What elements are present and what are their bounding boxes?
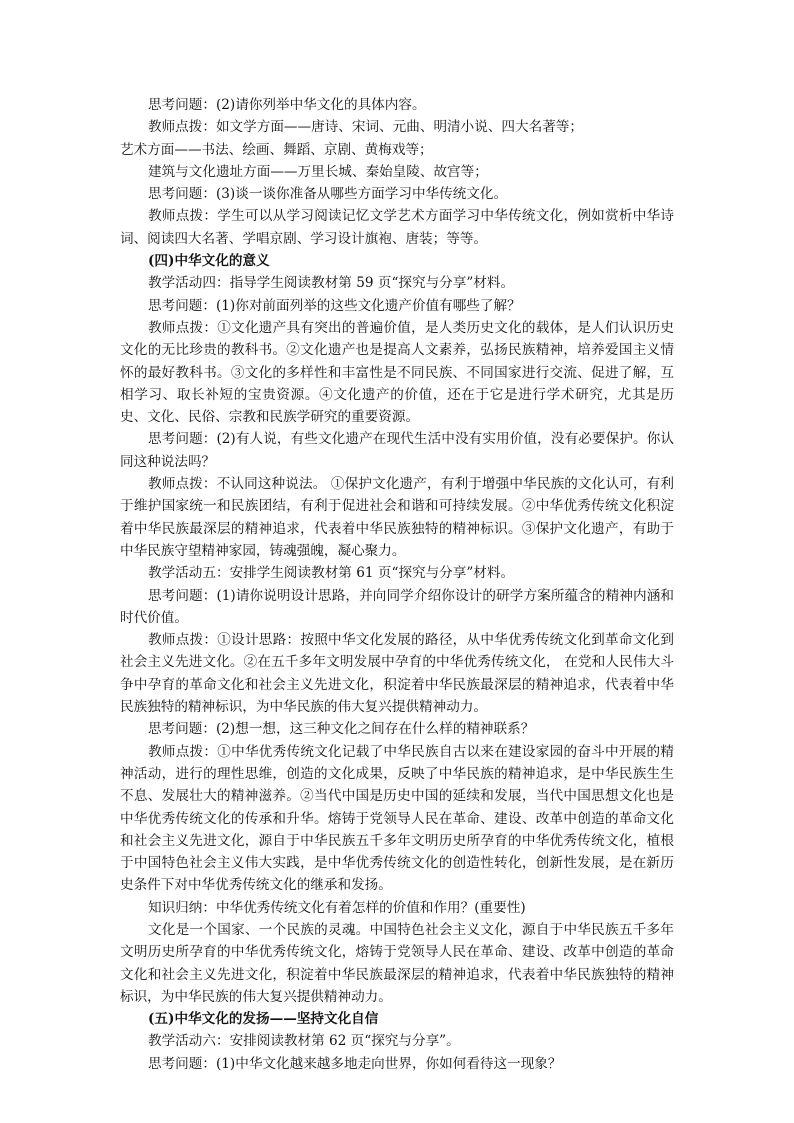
paragraph: [120, 317, 674, 428]
paragraph-text: (四)中华文化的意义: [148, 253, 270, 270]
paragraph-text: 学生可以从学习阅读记忆文学艺术方面学习中华传统文化，例如赏析中华诗词、阅读四大名著、学唱京剧、学习设计旗袍、唐装；等等。: [120, 208, 675, 247]
paragraph: [120, 250, 674, 272]
paragraph-text: 指导学生阅读教材第 59 页“探究与分享”材料。: [229, 275, 515, 292]
paragraph: [120, 295, 674, 317]
paragraph: [120, 1008, 674, 1030]
paragraph-label: 思考问题：: [148, 431, 217, 448]
paragraph-label: 教师点拨：: [148, 476, 217, 493]
paragraph-text: ①中华优秀传统文化记载了中华民族自古以来在建设家园的奋斗中开展的精神活动，进行的理性思维，创造的文化成果，反映了中华民族的精神追求，是中华民族生生不息、发展壮大的精神滋养。②当代中国是历史中国的延续和发展，当代中国思想文化也是中华优秀传统文化的传承和升华。熔铸于党领导人民在革命、建设、改革中创造的革命文化和社会主义先进文化，源自于中华民族五千多年文明历史所孕育的中华优秀传统文化，植根于中国特色社会主义伟大实践，是中华优秀传统文化的创造性转化，创新性发展，是在新历史条件下对中华优秀传统文化的继承和发扬。: [120, 743, 675, 894]
paragraph: [120, 183, 674, 205]
paragraph-text: 安排阅读教材第 62 页“探究与分享”。: [229, 1033, 460, 1050]
paragraph-label: 思考问题：: [148, 1055, 216, 1072]
paragraph: [120, 919, 674, 1008]
paragraph: [120, 718, 674, 740]
paragraph: [120, 94, 674, 116]
paragraph: [120, 741, 674, 897]
paragraph-label: 思考问题：: [148, 721, 216, 738]
paragraph: [120, 205, 674, 250]
paragraph-label: 思考问题：: [148, 297, 216, 314]
paragraph: [120, 139, 674, 161]
paragraph-label: 思考问题：: [148, 97, 216, 113]
document-body: [120, 94, 674, 1075]
paragraph: [120, 1053, 674, 1075]
paragraph-label: 思考问题：: [148, 186, 216, 203]
paragraph-text: (1)请你说明设计思路，并向同学介绍你设计的研学方案所蕴含的精神内涵和时代价值。: [120, 587, 674, 626]
paragraph-text: 如文学方面——唐诗、宋词、元曲、明清小说、四大名著等；: [215, 119, 583, 136]
paragraph-label: 教师点拨：: [148, 743, 218, 760]
paragraph: [120, 897, 674, 919]
paragraph-text: 中华优秀传统文化有着怎样的价值和作用？(重要性): [215, 899, 526, 916]
paragraph-text: 安排学生阅读教材第 61 页“探究与分享”材料。: [229, 565, 515, 582]
paragraph-text: (2)请你列举中华文化的具体内容。: [215, 97, 426, 113]
paragraph-label: 思考问题：: [148, 587, 217, 604]
paragraph-text: (五)中华文化的发扬——坚持文化自信: [148, 1011, 379, 1028]
paragraph-text: (1)你对前面列举的这些文化遗产价值有哪些了解？: [215, 297, 521, 314]
paragraph-label: 教学活动四：: [148, 275, 230, 292]
paragraph: [120, 161, 674, 183]
paragraph-label: 教师点拨：: [148, 208, 218, 225]
paragraph-text: 艺术方面——书法、绘画、舞蹈、京剧、黄梅戏等；: [120, 141, 433, 158]
paragraph-text: 建筑与文化遗址方面——万里长城、秦始皇陵、故宫等；: [148, 163, 488, 180]
paragraph-label: 教师点拨：: [148, 119, 216, 136]
paragraph-text: (2)有人说，有些文化遗产在现代生活中没有实用价值，没有必要保护。你认同这种说法吗？: [120, 431, 674, 470]
paragraph-text: (1)中华文化越来越多地走向世界，你如何看待这一现象？: [215, 1055, 562, 1072]
paragraph-text: 不认同这种说法。 ①保护文化遗产，有利于增强中华民族的文化认可，有利于维护国家统一和民族团结，有利于促进社会和谐和可持续发展。②中华优秀传统文化积淀着中华民族最深层的精神追求，代表着中华民族独特的精神标识。③保护文化遗产，有助于中华民族守望精神家园，铸魂强魄，凝心聚力。: [120, 476, 674, 559]
paragraph: [120, 116, 674, 138]
paragraph-text: (2)想一想，这三种文化之间存在什么样的精神联系？: [215, 721, 535, 738]
paragraph: [120, 473, 674, 562]
paragraph: [120, 272, 674, 294]
paragraph: [120, 562, 674, 584]
paragraph-label: 教学活动五：: [148, 565, 230, 582]
paragraph-text: ①设计思路：按照中华文化发展的路径，从中华优秀传统文化到革命文化到社会主义先进文化。②在五千多年文明发展中孕育的中华优秀传统文化， 在党和人民伟大斗争中孕育的革命文化和社会主义先进文化，积淀着中华民族最深层的精神追求，代表着中华民族独特的精神标识，为中华民族的伟大复兴提供精神动力。: [120, 632, 675, 716]
paragraph: [120, 585, 674, 630]
paragraph: [120, 1030, 674, 1052]
paragraph-label: 知识归纳：: [148, 899, 216, 916]
paragraph: [120, 629, 674, 718]
paragraph-label: 教学活动六：: [148, 1033, 230, 1050]
paragraph-text: 文化是一个国家、一个民族的灵魂。中国特色社会主义文化，源自于中华民族五千多年文明历史所孕育的中华优秀传统文化，熔铸于党领导人民在革命、建设、改革中创造的革命文化和社会主义先进文化，积淀着中华民族最深层的精神追求，代表着中华民族独特的精神标识，为中华民族的伟大复兴提供精神动力。: [120, 921, 674, 1005]
paragraph-text: ①文化遗产具有突出的普遍价值，是人类历史文化的载体，是人们认识历史文化的无比珍贵的教科书。②文化遗产也是提高人文素养，弘扬民族精神，培养爱国主义情怀的最好教科书。③文化的多样性和丰富性是不同民族、不同国家进行交流、促进了解，互相学习、取长补短的宝贵资源。④文化遗产的价值，还在于它是进行学术研究，尤其是历史、文化、民俗、宗教和民族学研究的重要资源。: [120, 319, 675, 426]
paragraph: [120, 428, 674, 473]
paragraph-label: 教师点拨：: [148, 319, 218, 336]
paragraph-text: (3)谈一谈你准备从哪些方面学习中华传统文化。: [215, 186, 508, 203]
paragraph-label: 教师点拨：: [148, 632, 218, 649]
